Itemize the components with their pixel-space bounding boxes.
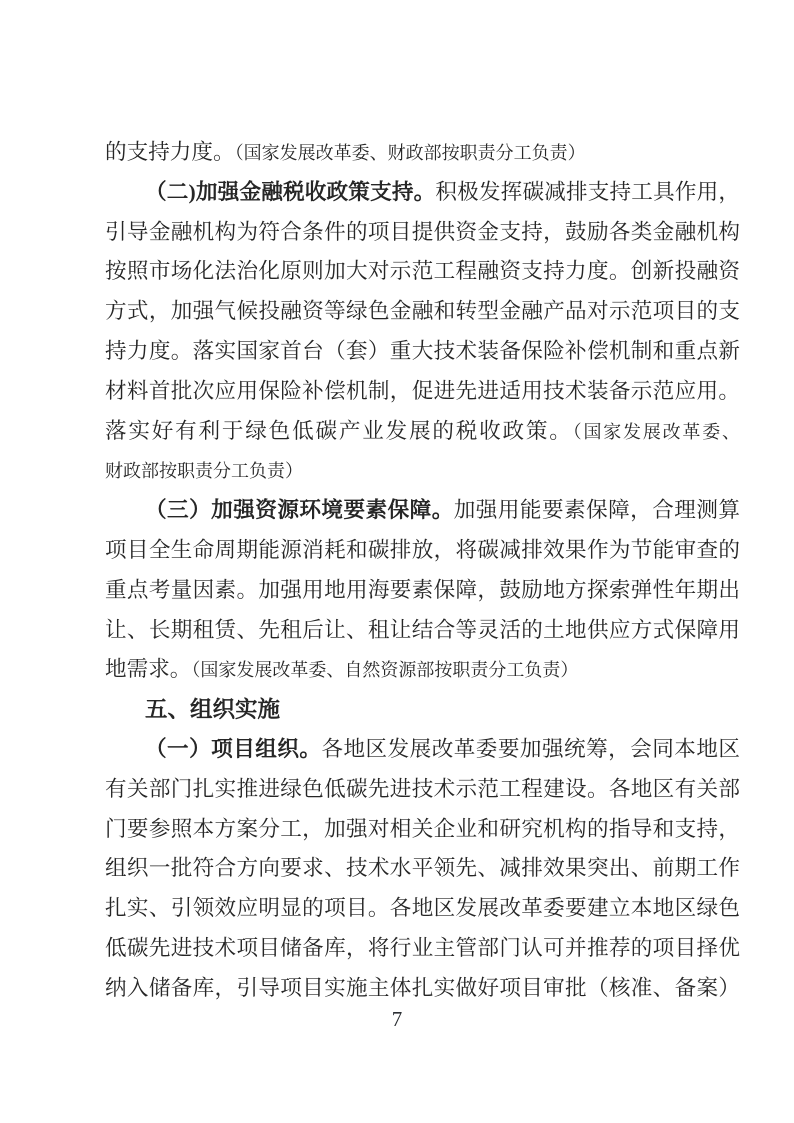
text-line bbox=[105, 173, 740, 213]
text-line bbox=[105, 690, 740, 730]
text-segment-normal: 有关部门扎实推进绿色低碳先进技术示范工程建设。各地区有关部 bbox=[105, 776, 740, 801]
text-segment-kai: （国家发展改革委、财政部按职责分工负责） bbox=[234, 143, 586, 163]
text-line bbox=[105, 650, 740, 690]
text-line bbox=[105, 770, 740, 810]
text-segment-normal: 门要参照本方案分工，加强对相关企业和研究机构的指导和支持， bbox=[105, 816, 740, 841]
text-line bbox=[105, 929, 740, 969]
text-segment-normal: 材料首批次应用保险补偿机制，促进先进适用技术装备示范应用。 bbox=[105, 378, 740, 403]
text-line bbox=[105, 571, 740, 611]
text-segment-kai: （国家发展改革委、 bbox=[572, 421, 740, 442]
text-line bbox=[105, 412, 740, 452]
text-line bbox=[105, 451, 740, 491]
text-segment-bold: （一）项目组织。 bbox=[145, 736, 322, 761]
text-segment-bold: （二)加强金融税收政策支持。 bbox=[145, 179, 436, 204]
text-line bbox=[105, 810, 740, 850]
text-line bbox=[105, 292, 740, 332]
text-line bbox=[105, 969, 740, 1009]
text-segment-normal: 重点考量因素。加强用地用海要素保障，鼓励地方探索弹性年期出 bbox=[105, 577, 740, 602]
text-segment-kai: （国家发展改革委、自然资源部按职责分工负责） bbox=[191, 660, 579, 681]
text-line bbox=[105, 332, 740, 372]
text-segment-bold: （三）加强资源环境要素保障。 bbox=[145, 498, 454, 523]
text-line bbox=[105, 849, 740, 889]
text-segment-normal: 的支持力度。 bbox=[105, 140, 235, 164]
text-line bbox=[105, 611, 740, 651]
text-segment-normal: 地需求。 bbox=[105, 657, 192, 682]
text-segment-normal: 持力度。落实国家首台（套）重大技术装备保险补偿机制和重点新 bbox=[105, 338, 740, 363]
text-line bbox=[105, 491, 740, 531]
text-segment-normal: 让、长期租赁、先租后让、租让结合等灵活的土地供应方式保障用 bbox=[105, 617, 740, 642]
text-segment-kai: 财政部按职责分工负责） bbox=[105, 461, 303, 482]
text-segment-normal: 各地区发展改革委要加强统筹，会同本地区 bbox=[321, 736, 740, 761]
text-line bbox=[105, 889, 740, 929]
text-segment-normal: 纳入储备库，引导项目实施主体扎实做好项目审批（核准、备案） bbox=[105, 975, 740, 1000]
text-segment-normal: 按照市场化法治化原则加大对示范工程融资支持力度。创新投融资 bbox=[105, 259, 740, 284]
text-segment-normal: 项目全生命周期能源消耗和碳排放，将碳减排效果作为节能审查的 bbox=[105, 537, 740, 562]
page-number: 7 bbox=[391, 1007, 403, 1031]
text-segment-normal: 扎实、引领效应明显的项目。各地区发展改革委要建立本地区绿色 bbox=[105, 896, 740, 921]
text-segment-normal: 积极发挥碳减排支持工具作用， bbox=[435, 179, 740, 204]
text-segment-heading: 五、组织实施 bbox=[145, 697, 281, 723]
text-segment-normal: 方式，加强气候投融资等绿色金融和转型金融产品对示范项目的支 bbox=[105, 299, 740, 324]
text-line bbox=[105, 252, 740, 292]
text-line bbox=[105, 730, 740, 770]
page-text bbox=[105, 133, 740, 1009]
text-segment-normal: 低碳先进技术项目储备库，将行业主管部门认可并推荐的项目择优 bbox=[105, 935, 740, 960]
text-segment-normal: 加强用能要素保障，合理测算 bbox=[453, 498, 740, 523]
text-line bbox=[105, 213, 740, 253]
text-line bbox=[105, 372, 740, 412]
text-segment-normal: 组织一批符合方向要求、技术水平领先、减排效果突出、前期工作 bbox=[105, 856, 740, 881]
text-line bbox=[105, 531, 740, 571]
text-segment-normal: 引导金融机构为符合条件的项目提供资金支持，鼓励各类金融机构 bbox=[105, 219, 740, 244]
text-line bbox=[105, 133, 740, 173]
text-segment-normal: 落实好有利于绿色低碳产业发展的税收政策。 bbox=[105, 418, 573, 443]
